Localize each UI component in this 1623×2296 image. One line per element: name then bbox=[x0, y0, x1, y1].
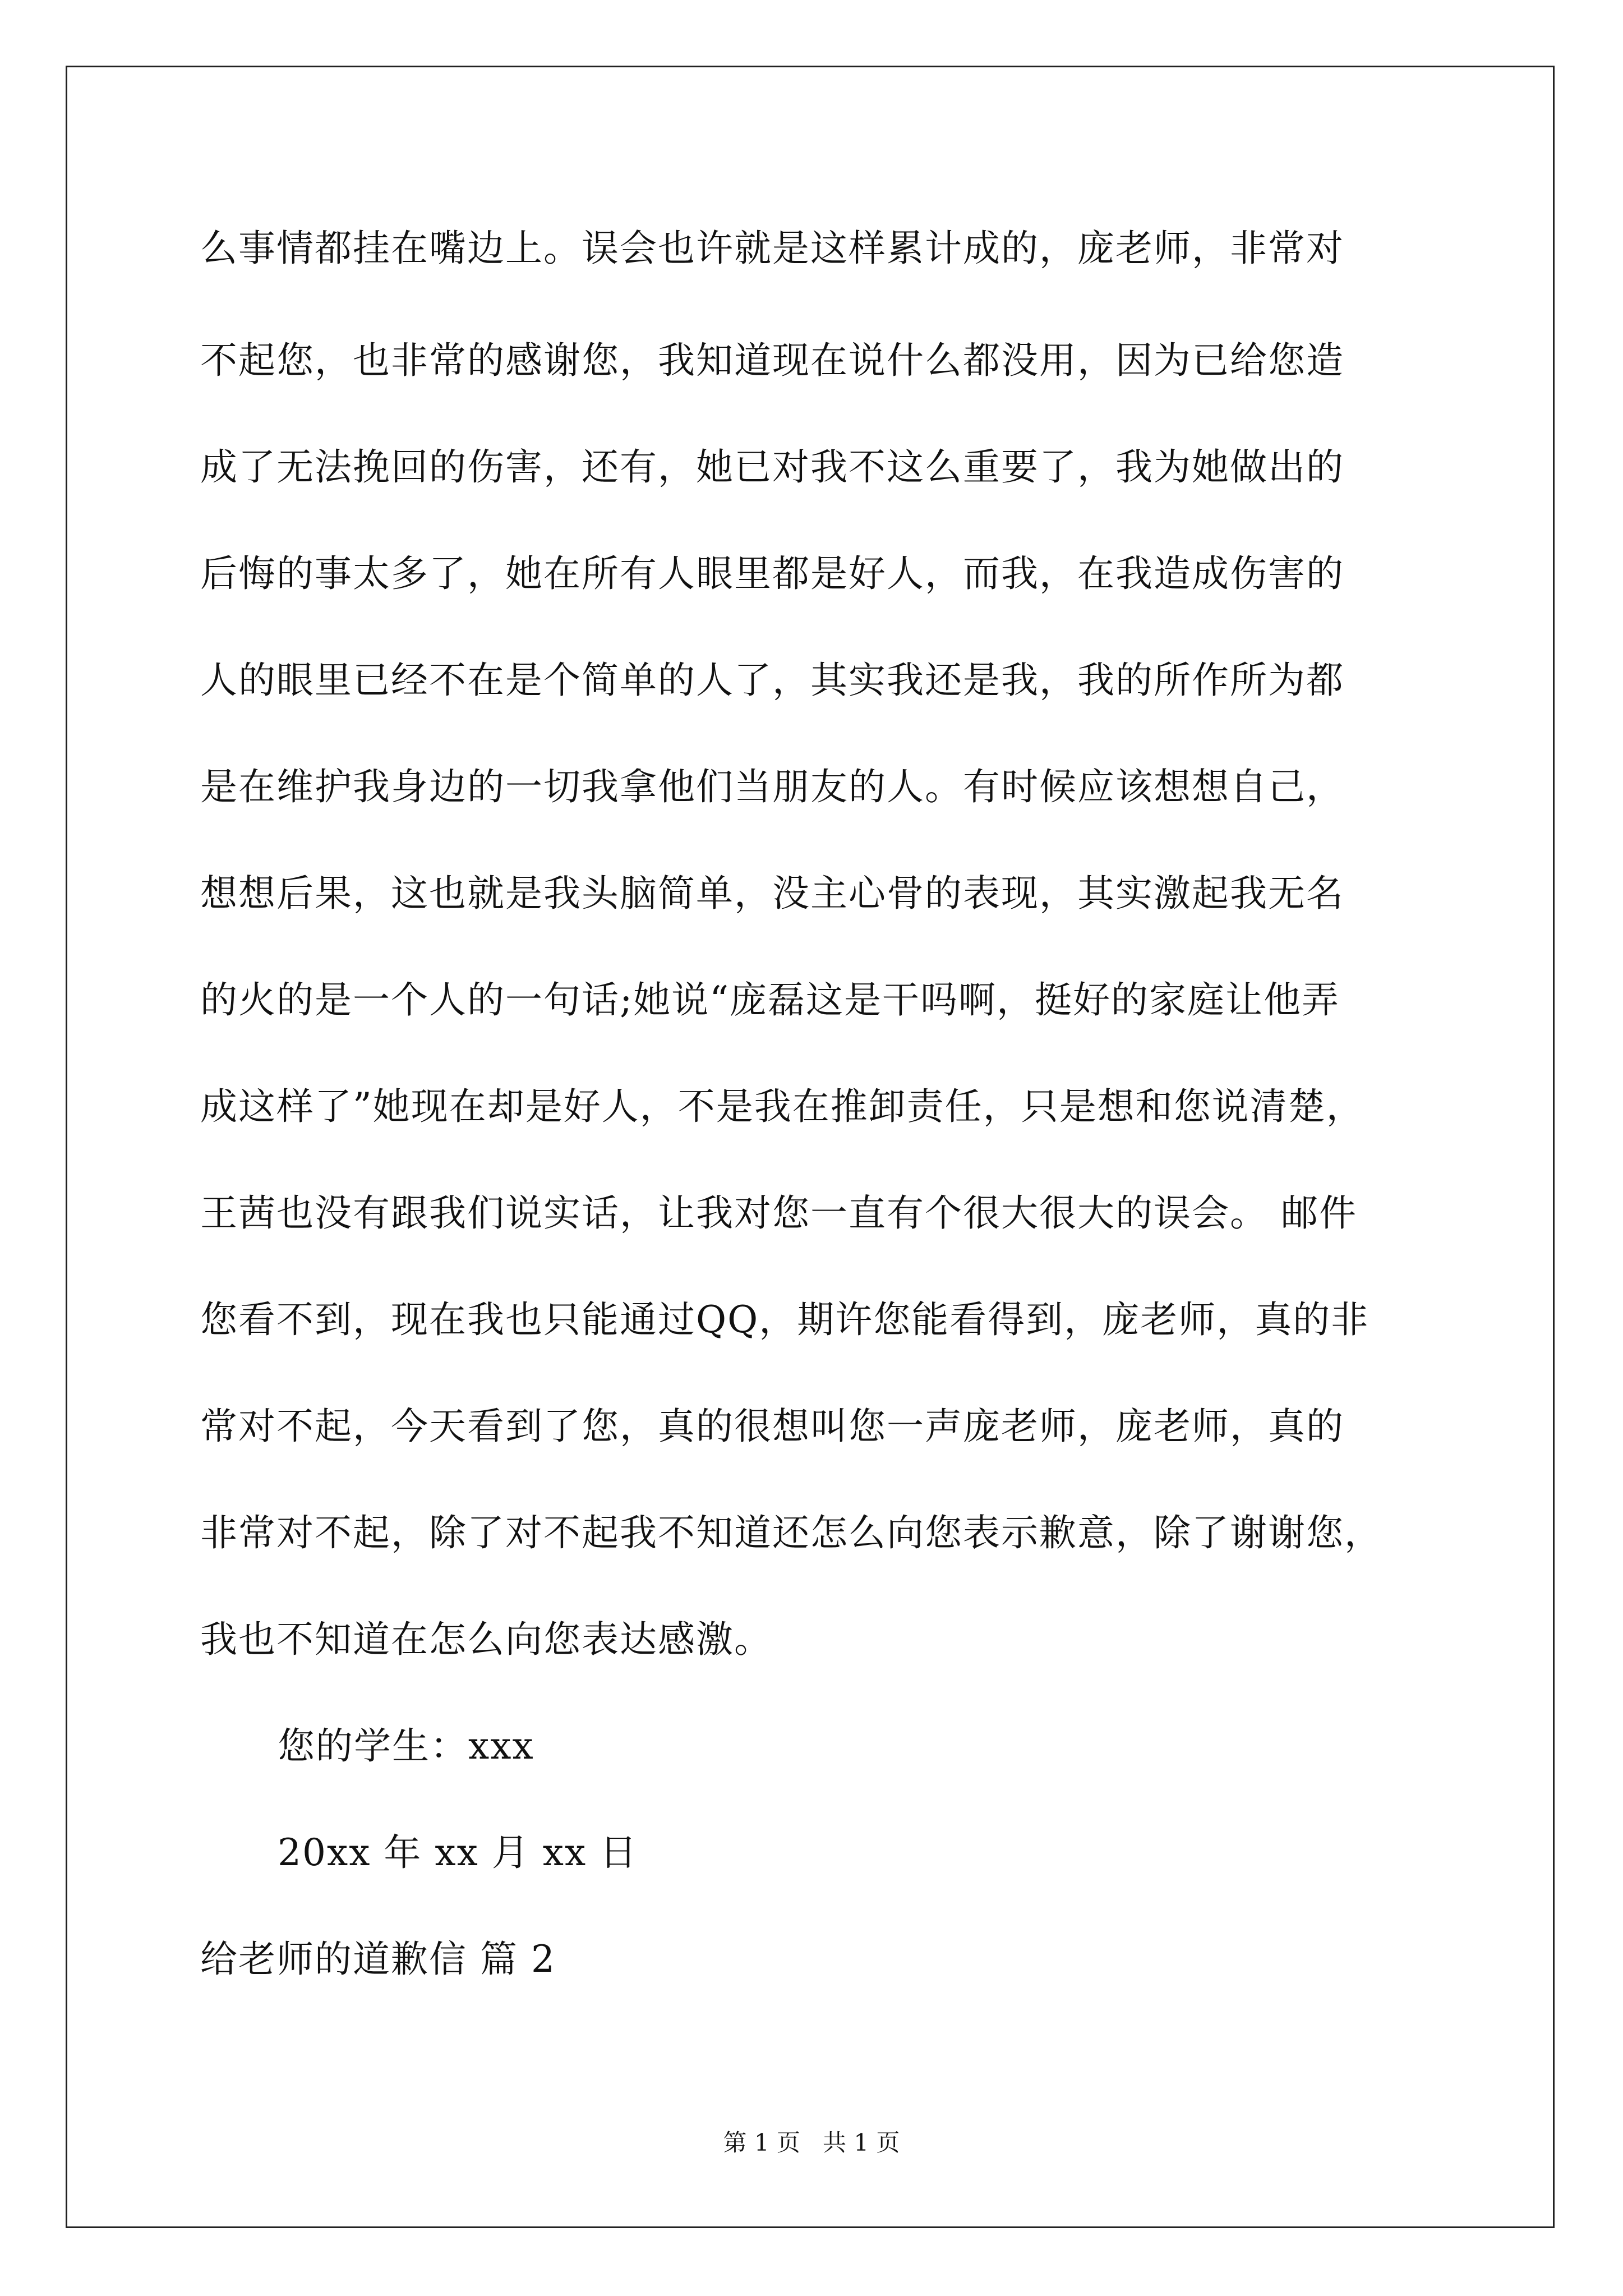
body-line: 不起您，也非常的感谢您，我知道现在说什么都没用，因为已给您造 bbox=[200, 339, 1344, 382]
page-indicator: 第 1 页 共 1 页 bbox=[723, 2129, 900, 2156]
signature-line: 您的学生：xxx bbox=[278, 1724, 534, 1768]
body-line: 么事情都挂在嘴边上。误会也许就是这样累计成的，庞老师，非常对 bbox=[200, 227, 1344, 270]
page-border bbox=[66, 66, 1555, 2228]
date-line: 20xx 年 xx 月 xx 日 bbox=[278, 1831, 638, 1874]
body-line: 您看不到，现在我也只能通过QQ，期许您能看得到，庞老师，真的非 bbox=[200, 1298, 1370, 1341]
body-line: 成了无法挽回的伤害，还有，她已对我不这么重要了，我为她做出的 bbox=[200, 445, 1344, 489]
body-line: 非常对不起，除了对不起我不知道还怎么向您表示歉意，除了谢谢您， bbox=[200, 1511, 1382, 1554]
body-line: 人的眼里已经不在是个简单的人了，其实我还是我，我的所作所为都 bbox=[200, 659, 1344, 702]
body-line: 的火的是一个人的一句话;她说“庞磊这是干吗啊，挺好的家庭让他弄 bbox=[200, 978, 1340, 1022]
body-line: 常对不起，今天看到了您，真的很想叫您一声庞老师，庞老师，真的 bbox=[200, 1405, 1344, 1448]
body-line: 王茜也没有跟我们说实话，让我对您一直有个很大很大的误会。 邮件 bbox=[200, 1191, 1357, 1235]
next-letter-title: 给老师的道歉信 篇 2 bbox=[200, 1938, 556, 1981]
body-line: 想想后果，这也就是我头脑简单，没主心骨的表现，其实激起我无名 bbox=[200, 872, 1344, 915]
body-line: 后悔的事太多了，她在所有人眼里都是好人，而我，在我造成伤害的 bbox=[200, 552, 1344, 595]
body-line: 是在维护我身边的一切我拿他们当朋友的人。有时候应该想想自己， bbox=[200, 765, 1344, 808]
body-line: 成这样了”她现在却是好人，不是我在推卸责任，只是想和您说清楚， bbox=[200, 1085, 1364, 1128]
body-line: 我也不知道在怎么向您表达感激。 bbox=[200, 1618, 772, 1661]
